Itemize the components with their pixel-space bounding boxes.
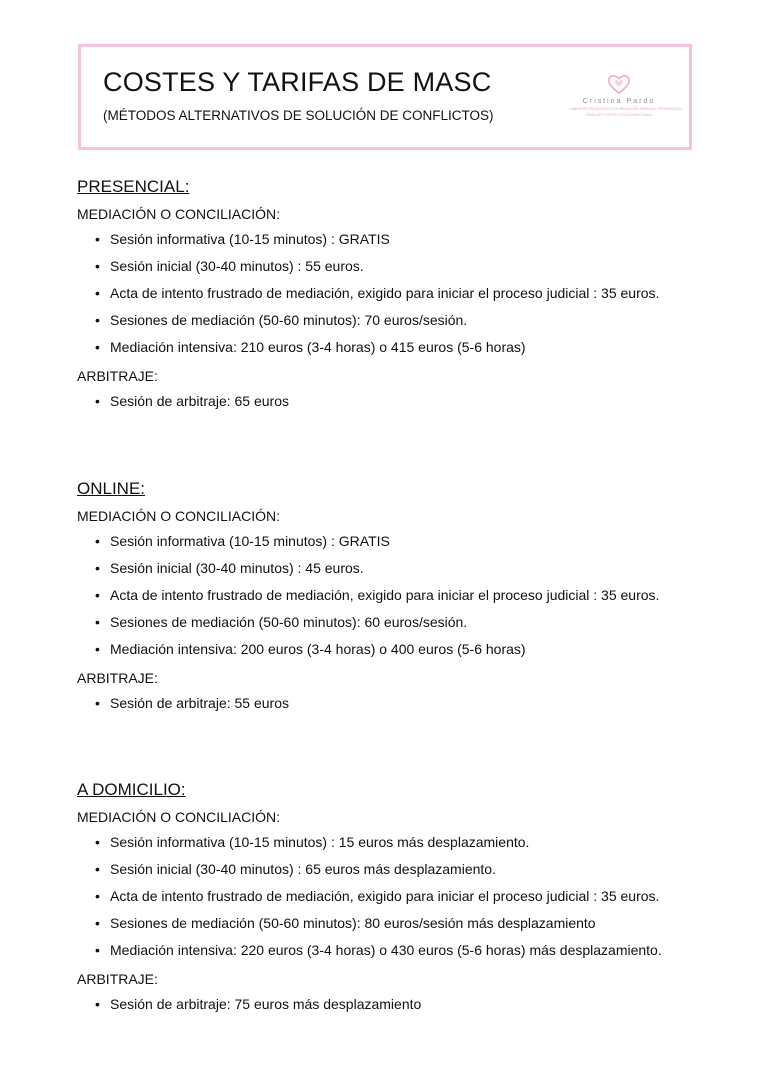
- arbitration-heading: ARBITRAJE:: [77, 368, 158, 384]
- bullet-icon: •: [95, 560, 100, 576]
- list-item: • Mediación intensiva: 220 euros (3-4 horas) o 430 euros (5-6 horas) más desplazamiento.: [77, 937, 717, 964]
- bullet-icon: •: [95, 915, 100, 931]
- bullet-icon: •: [95, 312, 100, 328]
- list-item: • Sesiones de mediación (50-60 minutos): 80 euros/sesión más desplazamiento: [77, 910, 717, 937]
- section-presencial: [77, 177, 717, 415]
- logo-name: Cristina Pardo: [582, 96, 656, 105]
- arbitration-list: [77, 991, 717, 1018]
- list-item: • Mediación intensiva: 200 euros (3-4 horas) o 400 euros (5-6 horas): [77, 636, 717, 663]
- list-item: • Sesión inicial (30-40 minutos) : 45 euros.: [77, 555, 717, 582]
- document-subtitle: (MÉTODOS ALTERNATIVOS DE SOLUCIÓN DE CONFLICTOS): [103, 108, 494, 123]
- bullet-icon: •: [95, 942, 100, 958]
- list-item: • Sesión inicial (30-40 minutos) : 65 euros más desplazamiento.: [77, 856, 717, 883]
- bullet-icon: •: [95, 258, 100, 274]
- arbitration-list: [77, 690, 717, 717]
- bullet-icon: •: [95, 614, 100, 630]
- arbitration-heading: ARBITRAJE:: [77, 670, 158, 686]
- list-item: • Sesión informativa (10-15 minutos) : GRATIS: [77, 528, 717, 555]
- list-item: • Sesión informativa (10-15 minutos) : GRATIS: [77, 226, 717, 253]
- section-online: [77, 479, 717, 717]
- header-box: [78, 44, 692, 150]
- list-item: • Sesiones de mediación (50-60 minutos): 60 euros/sesión.: [77, 609, 717, 636]
- list-item: • Acta de intento frustrado de mediación, exigido para iniciar el proceso judicial : 35 euros.: [77, 582, 717, 609]
- list-item: • Acta de intento frustrado de mediación, exigido para iniciar el proceso judicial : 35 euros.: [77, 883, 717, 910]
- mediation-heading: MEDIACIÓN O CONCILIACIÓN:: [77, 206, 281, 222]
- bullet-icon: •: [95, 641, 100, 657]
- arbitration-list: [77, 388, 717, 415]
- bullet-icon: •: [95, 888, 100, 904]
- bullet-icon: •: [95, 587, 100, 603]
- mediation-list: [77, 226, 717, 361]
- bullet-icon: •: [95, 533, 100, 549]
- section-a-domicilio: [77, 780, 717, 1018]
- bullet-icon: •: [95, 231, 100, 247]
- section-title: PRESENCIAL:: [77, 177, 190, 196]
- logo-tagline: FAMILIAR Y APOYO SOCIO-EMOCIONAL: [585, 113, 653, 117]
- logo-tagline: GABINETE PSICOLÓGICO DE MEDIACIÓN FAMILIAR, ORIENTACIÓN: [569, 107, 682, 111]
- list-item: • Sesiones de mediación (50-60 minutos): 70 euros/sesión.: [77, 307, 717, 334]
- list-item: • Sesión de arbitraje: 75 euros más desplazamiento: [77, 991, 717, 1018]
- mediation-list: [77, 528, 717, 663]
- logo: [569, 73, 682, 123]
- bullet-icon: •: [95, 339, 100, 355]
- list-item: • Sesión inicial (30-40 minutos) : 55 euros.: [77, 253, 717, 280]
- list-item: • Mediación intensiva: 210 euros (3-4 horas) o 415 euros (5-6 horas): [77, 334, 717, 361]
- bullet-icon: •: [95, 695, 100, 711]
- heart-logo-icon: [607, 73, 631, 95]
- bullet-icon: •: [95, 393, 100, 409]
- document-title: COSTES Y TARIFAS DE MASC: [103, 67, 492, 97]
- bullet-icon: •: [95, 834, 100, 850]
- bullet-icon: •: [95, 285, 100, 301]
- mediation-heading: MEDIACIÓN O CONCILIACIÓN:: [77, 508, 281, 524]
- list-item: • Sesión de arbitraje: 55 euros: [77, 690, 717, 717]
- list-item: • Sesión de arbitraje: 65 euros: [77, 388, 717, 415]
- section-title: ONLINE:: [77, 479, 146, 498]
- arbitration-heading: ARBITRAJE:: [77, 971, 158, 987]
- section-title: A DOMICILIO:: [77, 780, 186, 799]
- list-item: • Acta de intento frustrado de mediación, exigido para iniciar el proceso judicial : 35 euros.: [77, 280, 717, 307]
- bullet-icon: •: [95, 861, 100, 877]
- mediation-list: [77, 829, 717, 964]
- list-item: • Sesión informativa (10-15 minutos) : 15 euros más desplazamiento.: [77, 829, 717, 856]
- bullet-icon: •: [95, 996, 100, 1012]
- mediation-heading: MEDIACIÓN O CONCILIACIÓN:: [77, 809, 281, 825]
